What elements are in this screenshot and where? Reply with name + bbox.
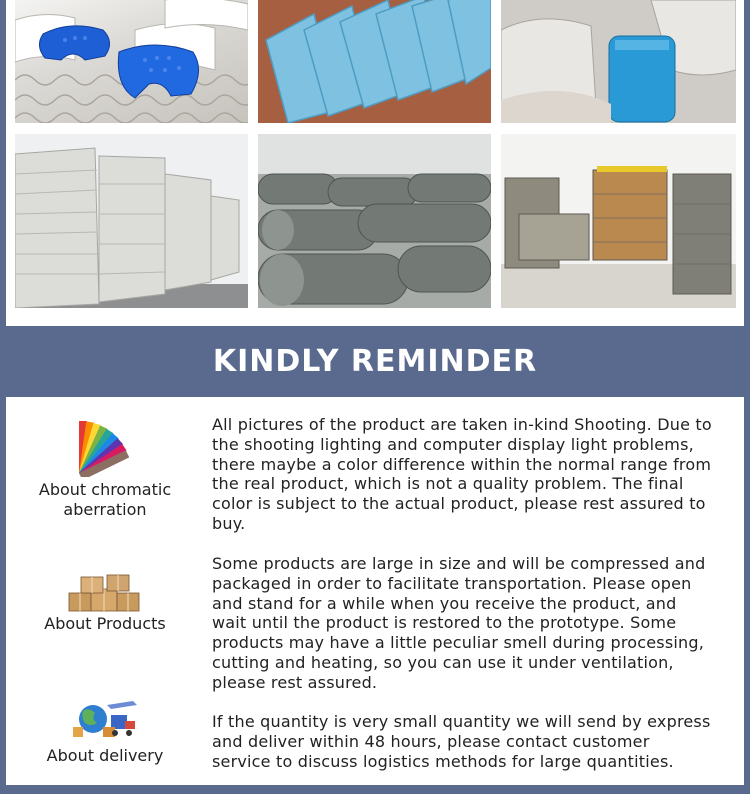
warehouse-stacks-photo (501, 134, 736, 308)
reminder-text-delivery: If the quantity is very small quantity we will send by express and deliver within 48 hours, please contact customer service to discuss logistics methods for large quantities. (212, 712, 711, 771)
rolled-mesh-photo (258, 134, 491, 308)
reminder-label-products: About Products (44, 614, 166, 633)
reminder-title: KINDLY REMINDER (212, 344, 538, 379)
boxes-icon (6, 573, 204, 617)
reminder-label-delivery: About delivery (46, 746, 164, 765)
color-fan-icon (6, 419, 204, 481)
reminder-text-products: Some products are large in size and will be compressed and packaged in order to facilitate transportation. Please open and stand for a while when you receive the product, and wait until the product is restored to the prototype. Some products may have a little peculiar smell during processing, cutting and heating, so you can use it under ventilation, please rest assured. (212, 554, 706, 692)
reminder-text-chromatic: All pictures of the product are taken in-kind Shooting. Due to the shooting lighting and computer display light problems, there maybe a color difference within the normal range from the real product, which is not a quality problem. The final color is subject to the actual product, please rest assured to buy. (212, 415, 712, 533)
packed-bags-photo (501, 0, 736, 123)
product-gallery (6, 0, 744, 326)
reminder-label-chromatic: About chromatic aberration (38, 480, 172, 519)
stacked-sheets-photo (15, 134, 248, 308)
blue-foam-pads-photo (258, 0, 491, 123)
gel-seat-cushions-photo (15, 0, 248, 123)
reminder-panel (6, 397, 744, 785)
delivery-globe-icon (6, 697, 204, 745)
